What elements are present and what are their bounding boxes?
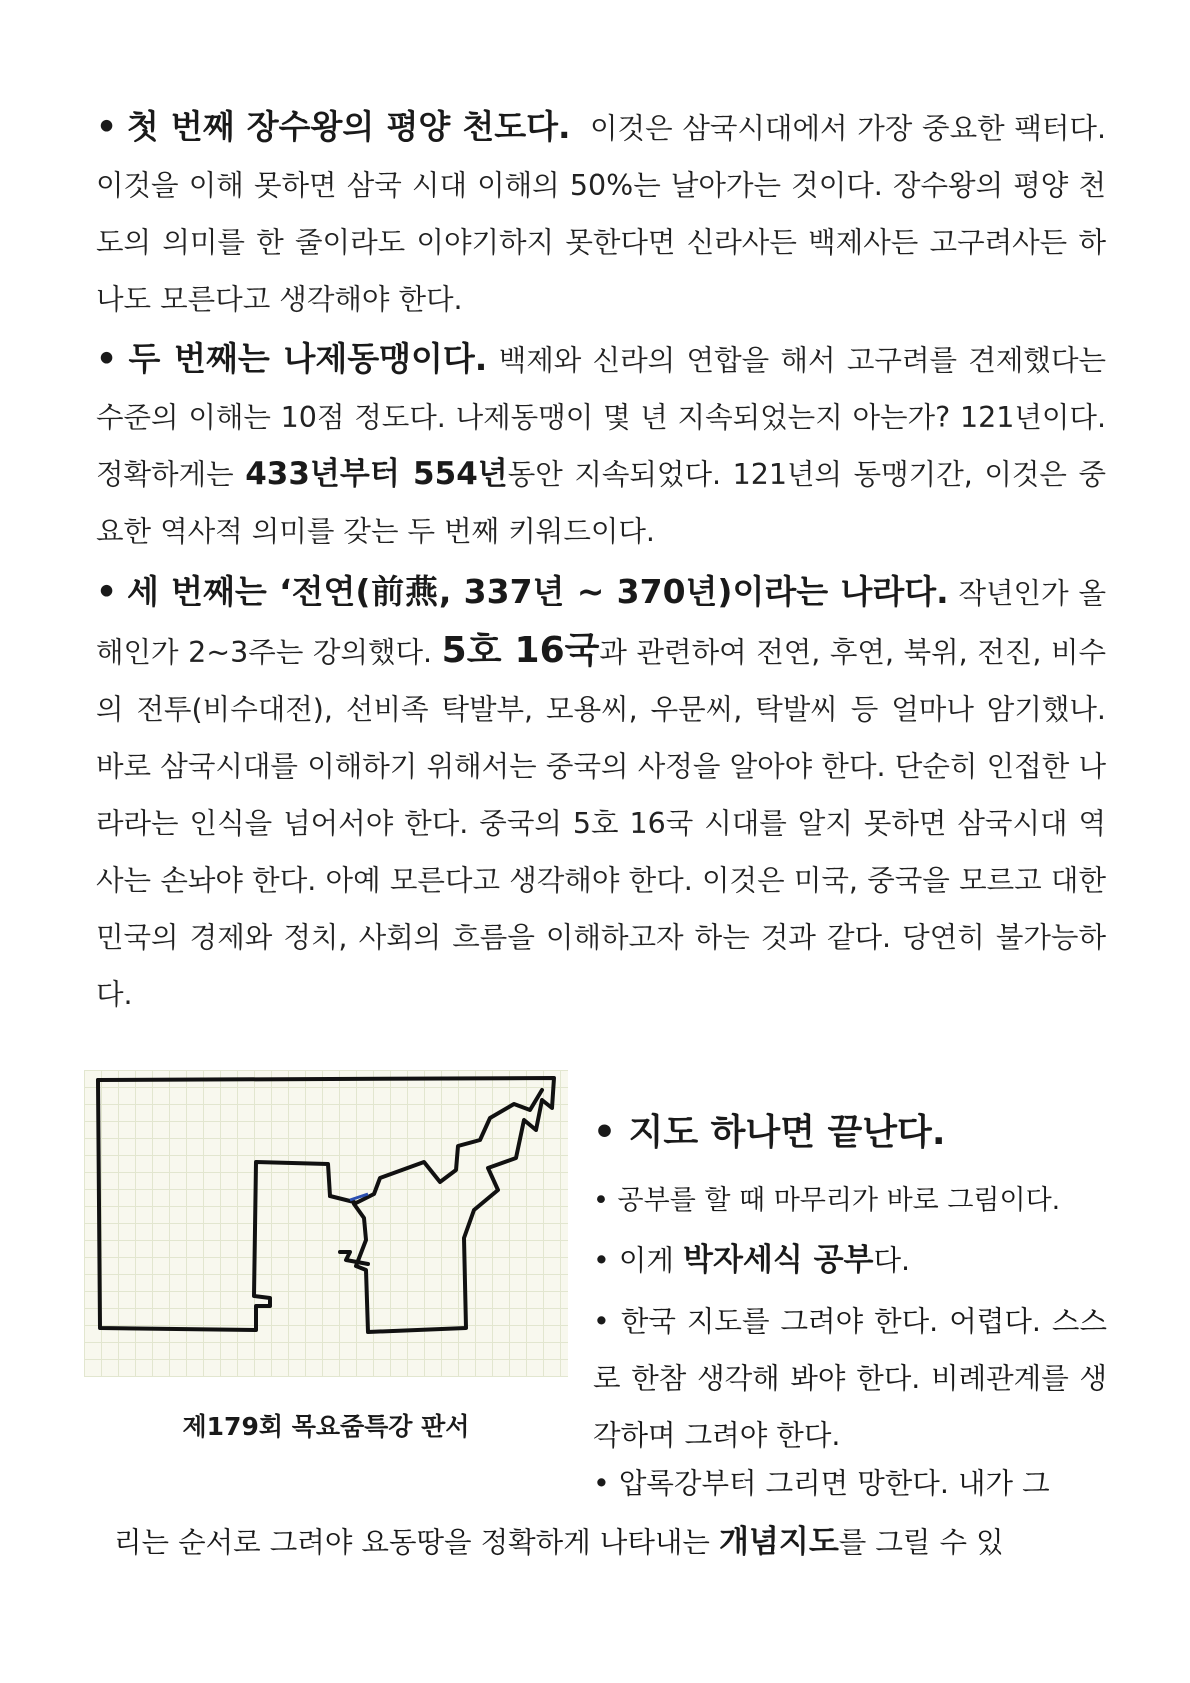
bullet: • xyxy=(593,1305,610,1338)
side-item-2 xyxy=(593,1232,1107,1289)
bullet: • xyxy=(96,572,118,611)
paragraph-3-lead: 세 번째는 ‘전연(前燕, 337년 ~ 370년)이라는 나라다. xyxy=(126,572,949,611)
side-item-2-text-a: 이게 xyxy=(618,1244,683,1277)
closing-text-b: 를 그릴 수 있 xyxy=(838,1526,1004,1559)
side-item-4 xyxy=(593,1455,1107,1512)
side-item-1 xyxy=(593,1172,1107,1229)
paragraph-2-lead: 두 번째는 나제동맹이다. xyxy=(128,339,488,378)
bullet: • xyxy=(96,339,118,378)
figure-caption: 제179회 목요줌특강 판서 xyxy=(182,1412,470,1441)
paragraph-1 xyxy=(96,98,1106,328)
paragraph-1-lead: 첫 번째 장수왕의 평양 천도다. xyxy=(126,107,571,146)
hand-drawn-map-sketch xyxy=(84,1070,568,1377)
side-item-3 xyxy=(593,1293,1107,1464)
side-title xyxy=(593,1104,1107,1161)
paragraph-3-emphasis: 5호 16국 xyxy=(441,630,600,671)
paragraph-3-body-b: 과 관련하여 전연, 후연, 북위, 전진, 비수의 전투(비수대전), 선비족 탁발부, 모용씨, 우문씨, 탁발씨 등 얼마나 암기했나. 바로 삼국시대를 이해하기 위해서는 중국의 사정을 알아야 한다. 단순히 인접한 나라라는 인식을 넘어서야 한다. 중국의 5호 16국 시대를 알지 못하면 삼국시대 역사는 손놔야 한다. 아예 모른다고 생각해야 한다. 이것은 미국, 중국을 모르고 대한민국의 경제와 정치, 사회의 흐름을 이해하고자 하는 것과 같다. 당연히 불가능하다. xyxy=(96,636,1107,1011)
side-item-2-text-b: 다. xyxy=(873,1244,911,1277)
paragraph-1-body: 이것은 삼국시대에서 가장 중요한 팩터다. 이것을 이해 못하면 삼국 시대 이해의 50%는 날아가는 것이다. 장수왕의 평양 천도의 의미를 한 줄이라도 이야기하지 못한다면 신라사든 백제사든 고구려사든 하나도 모른다고 생각해야 한다. xyxy=(96,112,1107,316)
closing-emphasis: 개념지도 xyxy=(718,1524,839,1560)
side-item-2-emphasis: 박자세식 공부 xyxy=(683,1242,874,1278)
bullet: • xyxy=(593,1467,610,1500)
side-title-text: 지도 하나면 끝난다. xyxy=(628,1112,946,1153)
paragraph-3-body-a: 작년인가 올해인가 2~3주는 강의했다. xyxy=(96,577,1107,669)
side-item-4-text: 압록강부터 그리면 망한다. 내가 그 xyxy=(618,1467,1050,1500)
paragraph-2-emphasis: 433년부터 554년 xyxy=(245,456,508,492)
paragraph-2 xyxy=(96,330,1106,560)
bullet: • xyxy=(593,1244,610,1277)
closing-text-a: 리는 순서로 그려야 요동땅을 정확하게 나타내는 xyxy=(114,1526,719,1559)
bullet: • xyxy=(96,107,118,146)
side-item-1-text: 공부를 할 때 마무리가 바로 그림이다. xyxy=(617,1185,1061,1216)
bullet: • xyxy=(593,1112,617,1153)
bullet: • xyxy=(593,1185,609,1216)
whiteboard-sketch-image xyxy=(84,1070,568,1377)
paragraph-2-body-a: 백제와 신라의 연합을 해서 고구려를 견제했다는 수준의 이해는 10점 정도다. 나제동맹이 몇 년 지속되었는지 아는가? 121년이다. 정확하게는 xyxy=(96,344,1107,491)
paragraph-3 xyxy=(96,563,1106,1023)
paragraph-2-body-b: 동안 지속되었다. 121년의 동맹기간, 이것은 중요한 역사적 의미를 갖는 두 번째 키워드이다. xyxy=(96,458,1107,548)
closing-line xyxy=(114,1514,1106,1571)
side-item-3-text: 한국 지도를 그려야 한다. 어렵다. 스스로 한참 생각해 봐야 한다. 비례관계를 생각하며 그려야 한다. xyxy=(593,1305,1107,1452)
